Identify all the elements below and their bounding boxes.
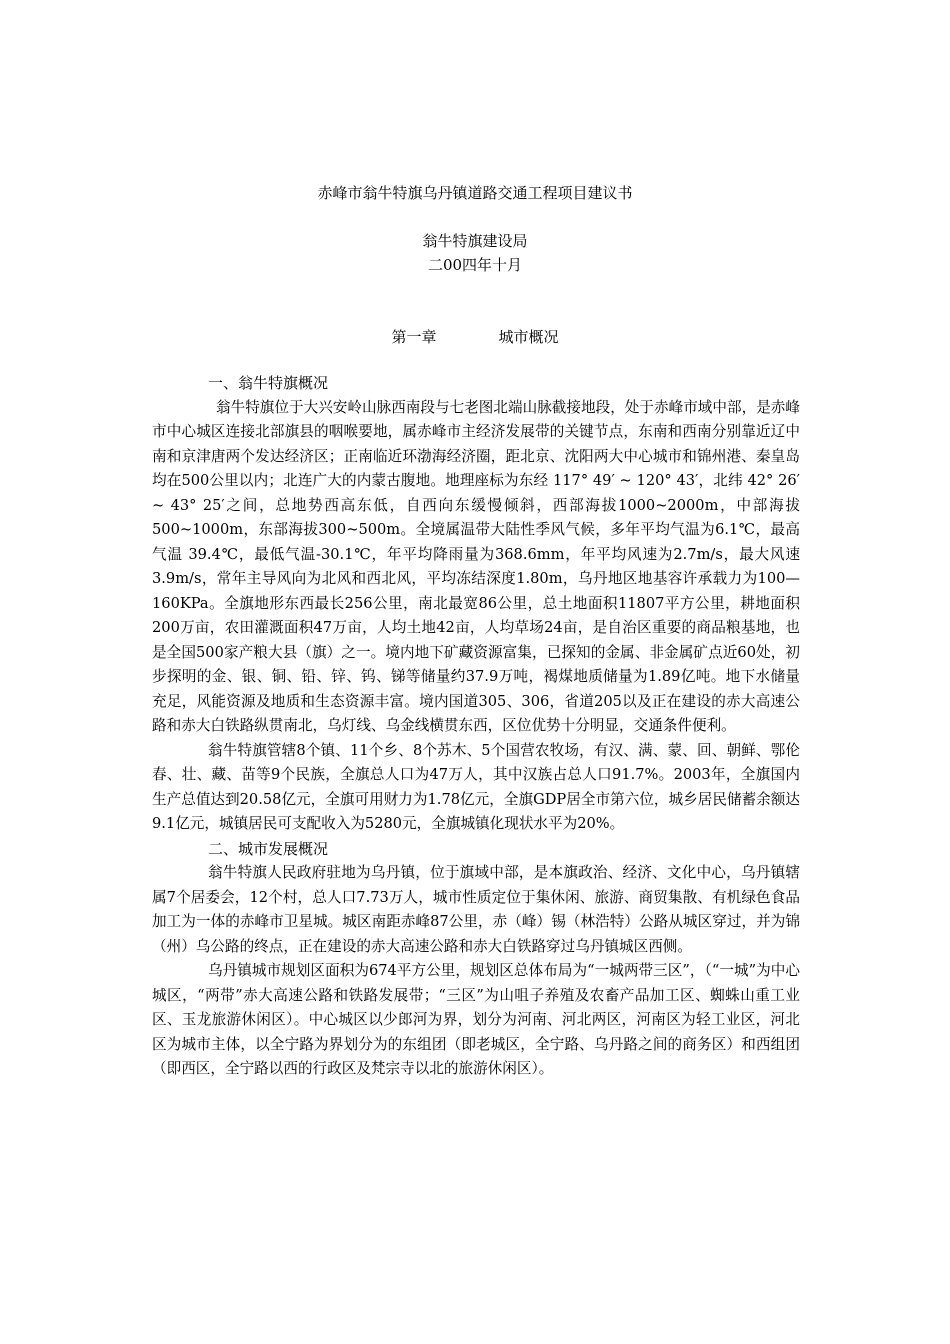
paragraph: 翁牛特旗人民政府驻地为乌丹镇，位于旗域中部，是本旗政治、经济、文化中心，乌丹镇辖属7个居委会，12个村，总人口7.73万人，城市性质定位于集休闲、旅游、商贸集散、有机绿色食品加工为一体的赤峰市卫星城。城区南距赤峰87公里，赤（峰）锡（林浩特）公路从城区穿过，并为锦（州）乌公路的终点，正在建设的赤大高速公路和赤大白铁路穿过乌丹镇城区西侧。: [152, 864, 800, 955]
chapter-number: 第一章: [391, 328, 437, 346]
document-body: [152, 371, 800, 1082]
paragraph: 乌丹镇城市规划区面积为674平方公里，规划区总体布局为“一城两带三区”，（“一城”为中心城区，“两带”赤大高速公路和铁路发展带；“三区”为山咀子养殖及农畜产品加工区、蜘蛛山重工业区、玉龙旅游休闲区）。中心城区以少郎河为界，划分为河南、河北两区，河南区为轻工业区，河北区为城市主体，以全宁路为界划分为的东组团（即老城区，全宁路、乌丹路之间的商务区）和西组团（即西区，全宁路以西的行政区及梵宗寺以北的旅游休闲区）。: [152, 962, 800, 1077]
section-heading: 一、翁牛特旗概况: [208, 374, 329, 392]
document-title: 赤峰市翁牛特旗乌丹镇道路交通工程项目建议书: [317, 184, 633, 202]
section-heading: 二、城市发展概况: [208, 839, 329, 858]
document-date: 二00四年十月: [427, 256, 523, 274]
chapter-heading: [0, 325, 950, 349]
paragraph: 翁牛特旗管辖8个镇、11个乡、8个苏木、5个国营农牧场，有汉、满、蒙、回、朝鲜、鄂伦春、壮、藏、苗等9个民族，全旗总人口为47万人，其中汉族占总人口91.7%。2003年，全旗国内生产总值达到20.58亿元，全旗可用财力为1.78亿元，全旗GDP居全市第六位，城乡居民储蓄余额达9.1亿元，城镇居民可支配收入为5280元，全旗城镇化现状水平为20%。: [152, 741, 800, 832]
issuing-organization: 翁牛特旗建设局: [422, 232, 528, 250]
chapter-name: 城市概况: [498, 328, 559, 346]
paragraph: 翁牛特旗位于大兴安岭山脉西南段与七老图北端山脉截接地段，处于赤峰市域中部，是赤峰市中心城区连接北部旗县的咽喉要地，属赤峰市主经济发展带的关键节点，东南和西南分别靠近辽中南和京津唐两个发达经济区；正南临近环渤海经济圈，距北京、沈阳两大中心城市和锦州港、秦皇岛均在500公里以内；北连广大的内蒙古腹地。地理座标为东经 117° 49′ ~ 120° 43′，北纬 42° 26′ ~ 43° 25′之间，总地势西高东低，自西向东缓慢倾斜，西部海拔1000~2000m，中部海拔500~1000m，东部海拔300~500m。全境属温带大陆性季风气候，多年平均气温为6.1℃，最高气温 39.4℃，最低气温-30.1℃，年平均降雨量为368.6mm，年平均风速为2.7m/s，最大风速3.9m/s，常年主导风向为北风和西北风，平均冻结深度1.80m，乌丹地区地基容许承载力为100—160KPa。全旗地形东西最长256公里，南北最宽86公里，总土地面积11807平方公里，耕地面积200万亩，农田灌溉面积47万亩，人均土地42亩，人均草场24亩，是自治区重要的商品粮基地，也是全国500家产粮大县（旗）之一。境内地下矿藏资源富集，已探知的金属、非金属矿点近60处，初步探明的金、银、铜、铅、锌、钨、锑等储量约37.9万吨，褐煤地质储量为1.89亿吨。地下水储量充足，风能资源及地质和生态资源丰富。境内国道305、306，省道205以及正在建设的赤大高速公路和赤大白铁路纵贯南北，乌灯线、乌金线横贯东西，区位优势十分明显，交通条件便利。: [152, 398, 800, 734]
